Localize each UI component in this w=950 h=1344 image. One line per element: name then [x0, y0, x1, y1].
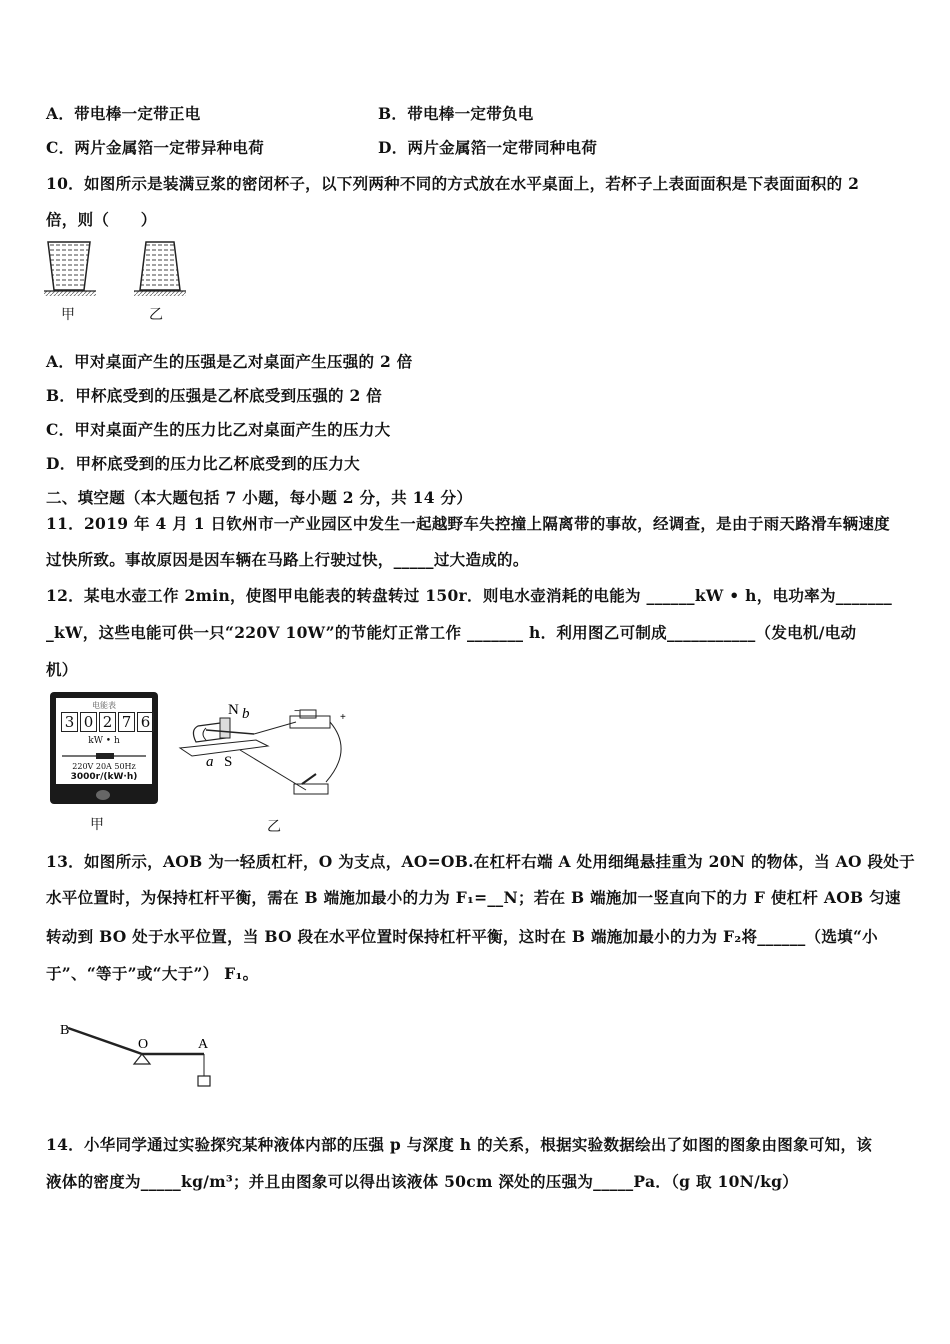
- q12-label-jia: 甲: [90, 817, 104, 833]
- q9-option-d: D．两片金属箔一定带同种电荷: [378, 138, 598, 157]
- meter-knob: [96, 790, 110, 800]
- label-s: S: [224, 754, 233, 770]
- q13-line1: 13．如图所示，AOB 为一轻质杠杆，O 为支点，AO=OB.在杠杆右端 A 处用细绳悬挂重为 20N 的物体，当 AO 段处于: [46, 852, 915, 871]
- meter-rev: 3000r/(kW·h): [70, 772, 138, 782]
- q12-circuit-figure: [176, 700, 356, 810]
- q13-lever-figure: [56, 1016, 226, 1092]
- q13-line2: 水平位置时，为保持杠杆平衡，需在 B 端施加最小的力为 F₁=__N；若在 B 端施加一竖直向下的力 F 使杠杆 AOB 匀速: [46, 888, 901, 907]
- label-n: N: [228, 702, 239, 718]
- label-minus: −: [294, 706, 300, 717]
- section-title: 二、填空题（本大题包括 7 小题，每小题 2 分，共 14 分）: [46, 488, 473, 507]
- label-a: a: [206, 754, 214, 770]
- q10-option-b: B．甲杯底受到的压强是乙杯底受到压强的 2 倍: [46, 386, 383, 405]
- meter-digit: 3: [61, 712, 78, 732]
- q11-line2: 过快所致。事故原因是因车辆在马路上行驶过快，_____过大造成的。: [46, 550, 529, 569]
- meter-digit: 2: [99, 712, 116, 732]
- q12-label-yi: 乙: [267, 819, 281, 835]
- q10-label-yi: 乙: [149, 307, 163, 323]
- meter-title: 电能表: [92, 701, 116, 710]
- q9-option-a: A．带电棒一定带正电: [46, 104, 201, 123]
- cup-jia: [48, 242, 90, 290]
- label-o: O: [138, 1037, 149, 1052]
- meter-disc: [62, 750, 146, 762]
- meter-spec: 220V 20A 50Hz: [72, 762, 136, 771]
- q9-option-b: B．带电棒一定带负电: [378, 104, 534, 123]
- meter-unit: kW • h: [88, 736, 120, 746]
- label-b: b: [242, 706, 250, 722]
- q10-cups-figure: [44, 238, 194, 298]
- label-b: B: [60, 1023, 70, 1038]
- q10-stem-line1: 10．如图所示是装满豆浆的密闭杯子，以下列两种不同的方式放在水平桌面上，若杯子上表面面积是下表面面积的 2: [46, 174, 860, 193]
- cup-yi: [140, 242, 180, 290]
- label-plus: +: [340, 712, 346, 723]
- q10-label-jia: 甲: [61, 307, 75, 323]
- label-a: A: [198, 1037, 209, 1052]
- q10-option-d: D．甲杯底受到的压力比乙杯底受到的压力大: [46, 454, 360, 473]
- q12-line3: 机）: [46, 660, 78, 679]
- q14-line2: 液体的密度为_____kg/m³；并且由图象可以得出该液体 50cm 深处的压强为_____Pa．（g 取 10N/kg）: [46, 1172, 799, 1191]
- meter-digit: 0: [80, 712, 97, 732]
- q12-line2: _kW，这些电能可供一只“220V 10W”的节能灯正常工作 _______ h．利用图乙可制成___________（发电机/电动: [46, 623, 857, 642]
- meter-digits: [61, 712, 154, 732]
- q14-line1: 14．小华同学通过实验探究某种液体内部的压强 p 与深度 h 的关系，根据实验数据绘出了如图的图象由图象可知，该: [46, 1135, 873, 1154]
- q9-option-c: C．两片金属箔一定带异种电荷: [46, 138, 265, 157]
- q11-line1: 11．2019 年 4 月 1 日钦州市一产业园区中发生一起越野车失控撞上隔离带的事故，经调查，是由于雨天路滑车辆速度: [46, 514, 890, 533]
- q13-line4: 于”、“等于”或“大于”） F₁。: [46, 964, 259, 983]
- q10-option-c: C．甲对桌面产生的压力比乙对桌面产生的压力大: [46, 420, 391, 439]
- electric-meter: [50, 692, 158, 804]
- meter-digit: 7: [118, 712, 135, 732]
- q12-line1: 12．某电水壶工作 2min，使图甲电能表的转盘转过 150r．则电水壶消耗的电能为 ______kW • h，电功率为_______: [46, 586, 893, 605]
- q13-line3: 转动到 BO 处于水平位置，当 BO 段在水平位置时保持杠杆平衡，这时在 B 端施加最小的力为 F₂将______（选填“小: [46, 927, 878, 946]
- q10-stem-line2: 倍，则（ ）: [46, 210, 157, 229]
- q10-option-a: A．甲对桌面产生的压强是乙对桌面产生压强的 2 倍: [46, 352, 413, 371]
- meter-digit: 6: [137, 712, 154, 732]
